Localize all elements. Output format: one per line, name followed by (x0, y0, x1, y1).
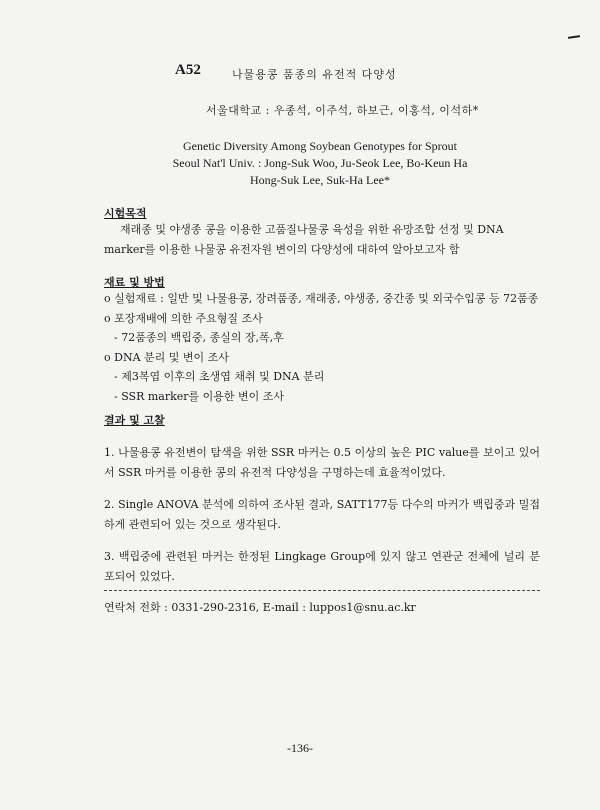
korean-authors: 서울대학교 : 우종석, 이주석, 하보근, 이홍석, 이석하* (206, 104, 479, 117)
abstract-code: A52 (175, 62, 201, 78)
objective-text (104, 220, 540, 260)
korean-title: 나물용콩 품종의 유전적 다양성 (232, 68, 397, 81)
results-paragraph-2: 2. Single ANOVA 분석에 의하여 조사된 결과, SATT177등 다수의 마커가 백립중과 밀접하게 관련되어 있는 것으로 생각된다. (104, 498, 540, 531)
page-number: -136- (287, 741, 313, 755)
methods-list (104, 289, 538, 406)
methods-item: o DNA 분리 및 변이 조사 (104, 350, 229, 364)
contact-info: 연락처 전화 : 0331-290-2316, E-mail : luppos1@snu.ac.kr (104, 601, 416, 614)
objective-heading: 시험목적 (104, 207, 147, 220)
methods-subitem: - 72품종의 백립중, 종실의 장,폭,후 (114, 331, 284, 344)
stray-pen-mark (568, 35, 580, 39)
objective-line1: 재래종 및 야생종 콩을 이용한 고품질나물콩 육성을 위한 유망조합 선정 및 DNA (120, 223, 504, 236)
english-authors-line2: Hong-Suk Lee, Suk-Ha Lee* (250, 173, 390, 187)
methods-subitem: - SSR marker를 이용한 변이 조사 (114, 389, 285, 403)
objective-line2: marker를 이용한 나물콩 유전자원 변이의 다양성에 대하여 알아보고자 함 (104, 243, 460, 256)
english-title: Genetic Diversity Among Soybean Genotypes for Sprout (183, 139, 457, 153)
results-paragraph-1: 1. 나물용콩 유전변이 탐색을 위한 SSR 마커는 0.5 이상의 높은 PIC value를 보이고 있어서 SSR 마커를 이용한 콩의 유전적 다양성을 구명하는데 효율적이었다. (104, 446, 540, 479)
dashed-divider (104, 590, 540, 591)
english-authors-line1: Seoul Nat'l Univ. : Jong-Suk Woo, Ju-Seok Lee, Bo-Keun Ha (172, 156, 468, 170)
methods-item: o 포장재배에 의한 주요형질 조사 (104, 311, 263, 325)
results-heading: 결과 및 고찰 (104, 414, 165, 427)
methods-item: o 실험재료 : 일반 및 나물용콩, 장려품종, 재래종, 야생종, 중간종 및 외국수입콩 등 72품종 (104, 292, 539, 305)
english-header (130, 138, 510, 189)
methods-heading: 재료 및 방법 (104, 276, 165, 289)
results-paragraph-3: 3. 백립중에 관련된 마커는 한정된 Lingkage Group에 있지 않고 연관군 전체에 널리 분포되어 있었다. (104, 550, 540, 583)
methods-subitem: - 제3복엽 이후의 초생엽 채취 및 DNA 분리 (114, 370, 325, 383)
